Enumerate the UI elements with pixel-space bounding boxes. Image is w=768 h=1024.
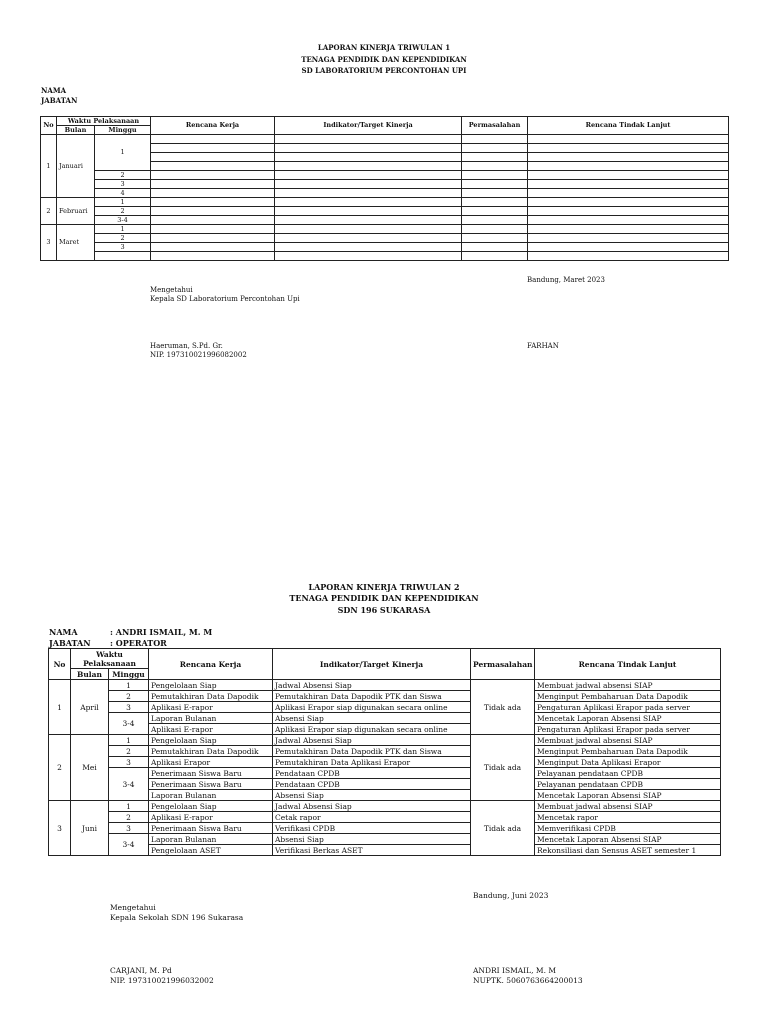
- week-cell: 1: [95, 225, 151, 234]
- place-date: Bandung, Juni 2023: [473, 891, 549, 900]
- tindak-lanjut-cell: Menginput Pembaharuan Data Dapodik: [535, 691, 721, 702]
- rencana-kerja-cell: Laporan Bulanan: [149, 713, 273, 724]
- col-rencana: Rencana Kerja: [149, 649, 273, 680]
- nama-label: NAMA: [49, 627, 78, 637]
- col-waktu: Waktu Pelaksanaan: [57, 117, 151, 126]
- rencana-kerja-cell: Pemutakhiran Data Dapodik: [149, 746, 273, 757]
- signer-1-nip: NIP. 197310021996032002: [110, 976, 214, 985]
- month-no: 1: [41, 135, 57, 198]
- kepala-sekolah: Kepala Sekolah SDN 196 Sukarasa: [110, 913, 244, 922]
- week-cell: 2: [109, 691, 149, 702]
- rencana-kerja-cell: Aplikasi E-rapor: [149, 724, 273, 735]
- indikator-cell: Jadwal Absensi Siap: [273, 735, 471, 746]
- tindak-lanjut-cell: Pengaturan Aplikasi Erapor pada server: [535, 702, 721, 713]
- rencana-kerja-cell: Laporan Bulanan: [149, 790, 273, 801]
- indikator-cell: Pemutakhiran Data Aplikasi Erapor: [273, 757, 471, 768]
- table-row: [49, 702, 721, 713]
- place-date: Bandung, Maret 2023: [527, 276, 605, 284]
- report-1-table: [40, 116, 729, 261]
- report-1-title: LAPORAN KINERJA TRIWULAN 1: [317, 43, 451, 52]
- indikator-cell: Verifikasi CPDB: [273, 823, 471, 834]
- tindak-lanjut-cell: Menginput Pembaharuan Data Dapodik: [535, 746, 721, 757]
- week-cell: 1: [109, 801, 149, 812]
- indikator-cell: Absensi Siap: [273, 713, 471, 724]
- rencana-kerja-cell: Pemutakhiran Data Dapodik: [149, 691, 273, 702]
- signer-1-name: CARJANI, M. Pd: [110, 966, 172, 975]
- col-bulan: Bulan: [71, 669, 109, 680]
- rencana-kerja-cell: Laporan Bulanan: [149, 834, 273, 845]
- week-cell: 3-4: [109, 834, 149, 856]
- rencana-kerja-cell: Pengelolaan Siap: [149, 735, 273, 746]
- tindak-lanjut-cell: Mencetak rapor: [535, 812, 721, 823]
- table-row: [49, 757, 721, 768]
- week-cell: 2: [95, 234, 151, 243]
- permasalahan-cell: Tidak ada: [471, 801, 535, 856]
- col-rencana: Rencana Kerja: [151, 117, 275, 135]
- signer-2-name: FARHAN: [527, 342, 559, 350]
- indikator-cell: Absensi Siap: [273, 834, 471, 845]
- rencana-kerja-cell: Pengelolaan Siap: [149, 801, 273, 812]
- table-row: [49, 680, 721, 691]
- kepala-sekolah: Kepala SD Laboratorium Percontohan Upi: [150, 295, 300, 303]
- month-name: Februari: [57, 198, 95, 225]
- indikator-cell: Pendataan CPDB: [273, 779, 471, 790]
- week-cell: 3-4: [95, 216, 151, 225]
- week-cell: 3: [95, 243, 151, 252]
- indikator-cell: Pendataan CPDB: [273, 768, 471, 779]
- indikator-cell: Pemutakhiran Data Dapodik PTK dan Siswa: [273, 691, 471, 702]
- report-2-table: [48, 648, 721, 856]
- col-permasalahan: Permasalahan: [462, 117, 528, 135]
- col-minggu: Minggu: [95, 126, 151, 135]
- report-2-school: SDN 196 SUKARASA: [337, 605, 431, 615]
- signer-1-nip: NIP. 197310021996082002: [150, 351, 247, 359]
- tindak-lanjut-cell: Memverifikasi CPDB: [535, 823, 721, 834]
- tindak-lanjut-cell: Membuat jadwal absensi SIAP: [535, 801, 721, 812]
- month-name: Maret: [57, 225, 95, 261]
- month-no: 2: [41, 198, 57, 225]
- week-cell: 1: [109, 735, 149, 746]
- week-cell: 3-4: [109, 713, 149, 735]
- col-no: No: [41, 117, 57, 135]
- nama-value: : ANDRI ISMAIL, M. M: [110, 627, 213, 637]
- report-1-school: SD LABORATORIUM PERCONTOHAN UPI: [301, 66, 467, 75]
- mengetahui: Mengetahui: [110, 903, 156, 912]
- nama-label: NAMA: [41, 86, 67, 95]
- mengetahui: Mengetahui: [150, 286, 193, 294]
- jabatan-label: JABATAN: [49, 638, 91, 648]
- indikator-cell: Cetak rapor: [273, 812, 471, 823]
- indikator-cell: Verifikasi Berkas ASET: [273, 845, 471, 856]
- permasalahan-cell: Tidak ada: [471, 735, 535, 801]
- week-cell: 2: [109, 812, 149, 823]
- rencana-kerja-cell: Pengelolaan ASET: [149, 845, 273, 856]
- month-name: Januari: [57, 135, 95, 198]
- table-row: [49, 790, 721, 801]
- week-cell: 1: [95, 198, 151, 207]
- table-row: [49, 779, 721, 790]
- tindak-lanjut-cell: Pelayanan pendataan CPDB: [535, 779, 721, 790]
- col-minggu: Minggu: [109, 669, 149, 680]
- tindak-lanjut-cell: Membuat jadwal absensi SIAP: [535, 735, 721, 746]
- jabatan-label: JABATAN: [41, 96, 78, 105]
- report-1-subtitle: TENAGA PENDIDIK DAN KEPENDIDIKAN: [301, 55, 467, 64]
- col-no: No: [49, 649, 71, 680]
- col-permasalahan: Permasalahan: [471, 649, 535, 680]
- indikator-cell: Aplikasi Erapor siap digunakan secara online: [273, 702, 471, 713]
- table-row: [49, 768, 721, 779]
- tindak-lanjut-cell: Mencetak Laporan Absensi SIAP: [535, 790, 721, 801]
- signer-2-name: ANDRI ISMAIL, M. M: [473, 966, 557, 975]
- jabatan-value: : OPERATOR: [110, 638, 167, 648]
- indikator-cell: Jadwal Absensi Siap: [273, 680, 471, 691]
- week-cell: 2: [95, 207, 151, 216]
- indikator-cell: Pemutakhiran Data Dapodik PTK dan Siswa: [273, 746, 471, 757]
- week-cell: 3: [109, 702, 149, 713]
- table-row: [49, 801, 721, 812]
- table-row: [49, 823, 721, 834]
- tindak-lanjut-cell: Mencetak Laporan Absensi SIAP: [535, 834, 721, 845]
- table-row: [49, 724, 721, 735]
- month-name: Juni: [71, 801, 109, 856]
- month-no: 2: [49, 735, 71, 801]
- permasalahan-cell: Tidak ada: [471, 680, 535, 735]
- week-cell: 4: [95, 189, 151, 198]
- rencana-kerja-cell: Penerimaan Siswa Baru: [149, 779, 273, 790]
- col-indikator: Indikator/Target Kinerja: [275, 117, 462, 135]
- report-2-body: [49, 680, 721, 856]
- report-2-subtitle: TENAGA PENDIDIK DAN KEPENDIDIKAN: [289, 593, 479, 603]
- table-row: [49, 746, 721, 757]
- indikator-cell: Aplikasi Erapor siap digunakan secara online: [273, 724, 471, 735]
- month-no: 3: [41, 225, 57, 261]
- table-row: [49, 845, 721, 856]
- signer-2-nuptk: NUPTK. 5060763664200013: [473, 976, 583, 985]
- rencana-kerja-cell: Penerimaan Siswa Baru: [149, 768, 273, 779]
- col-tindak: Rencana Tindak Lanjut: [535, 649, 721, 680]
- tindak-lanjut-cell: Rekonsiliasi dan Sensus ASET semester 1: [535, 845, 721, 856]
- week-cell: 3: [109, 823, 149, 834]
- rencana-kerja-cell: Pengelolaan Siap: [149, 680, 273, 691]
- tindak-lanjut-cell: Pengaturan Aplikasi Erapor pada server: [535, 724, 721, 735]
- week-cell: 2: [109, 746, 149, 757]
- tindak-lanjut-cell: Mencetak Laporan Absensi SIAP: [535, 713, 721, 724]
- indikator-cell: Jadwal Absensi Siap: [273, 801, 471, 812]
- table-row: [49, 812, 721, 823]
- indikator-cell: Absensi Siap: [273, 790, 471, 801]
- table-row: [49, 735, 721, 746]
- col-indikator: Indikator/Target Kinerja: [273, 649, 471, 680]
- signer-1-name: Haeruman, S.Pd. Gr.: [150, 342, 223, 350]
- month-no: 1: [49, 680, 71, 735]
- col-waktu: Waktu Pelaksanaan: [71, 649, 149, 669]
- rencana-kerja-cell: Aplikasi Erapor: [149, 757, 273, 768]
- week-cell: 3: [109, 757, 149, 768]
- week-cell: 3: [95, 180, 151, 189]
- table-row: [49, 713, 721, 724]
- week-cell: 1: [109, 680, 149, 691]
- tindak-lanjut-cell: Pelayanan pendataan CPDB: [535, 768, 721, 779]
- table-row: [49, 834, 721, 845]
- report-2-title: LAPORAN KINERJA TRIWULAN 2: [308, 582, 460, 592]
- month-name: April: [71, 680, 109, 735]
- col-bulan: Bulan: [57, 126, 95, 135]
- week-cell: 2: [95, 171, 151, 180]
- month-name: Mei: [71, 735, 109, 801]
- week-cell: 1: [95, 135, 151, 171]
- tindak-lanjut-cell: Menginput Data Aplikasi Erapor: [535, 757, 721, 768]
- rencana-kerja-cell: Aplikasi E-rapor: [149, 812, 273, 823]
- rencana-kerja-cell: Aplikasi E-rapor: [149, 702, 273, 713]
- week-cell: 3-4: [109, 768, 149, 801]
- table-row: [49, 691, 721, 702]
- rencana-kerja-cell: Penerimaan Siswa Baru: [149, 823, 273, 834]
- month-no: 3: [49, 801, 71, 856]
- col-tindak: Rencana Tindak Lanjut: [528, 117, 729, 135]
- tindak-lanjut-cell: Membuat jadwal absensi SIAP: [535, 680, 721, 691]
